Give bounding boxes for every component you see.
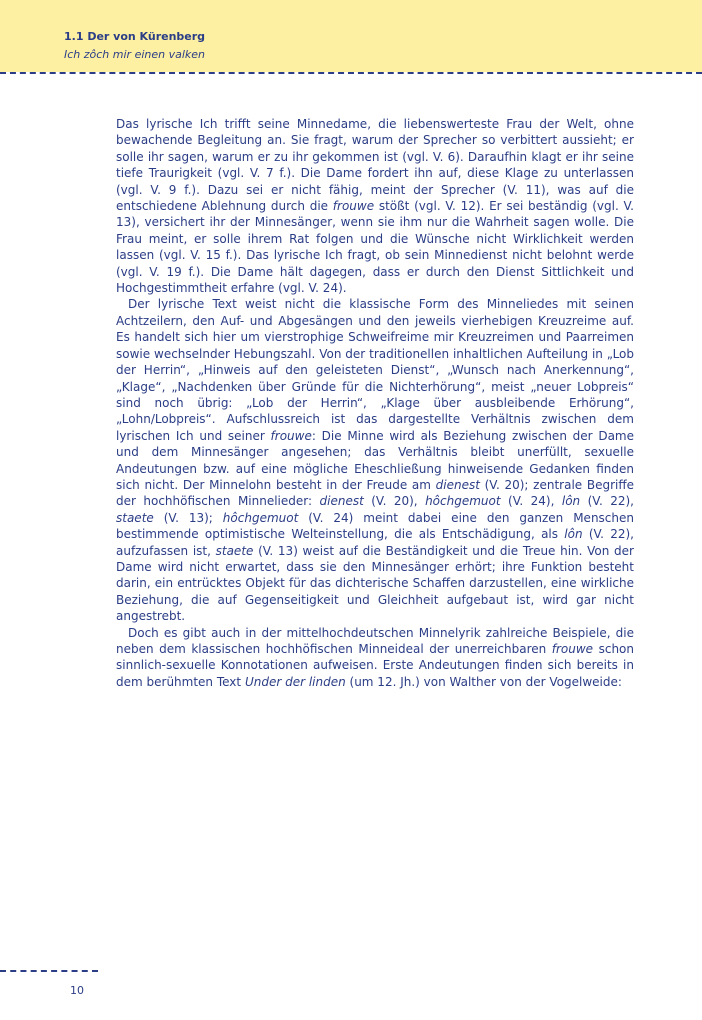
italic-term: frouwe [551, 642, 594, 656]
italic-term: staete [116, 510, 154, 525]
body-paragraph [116, 116, 634, 296]
text-run: Doch es gibt auch in der mittelhochdeutschen Minnelyrik zahlreiche Beispiele, die neben dem klassischen hochhöfischen Minneideal der unerreichbaren [116, 625, 634, 656]
footer-divider [0, 970, 98, 972]
text-run: (V. 24), [500, 494, 562, 509]
text-run: (V. 13); [153, 510, 223, 525]
text-run: (V. 20); zentrale Begriffe der hochhöfischen Minnelieder: [116, 477, 634, 509]
text-run: stößt (vgl. V. 12). Er sei beständig (vgl. V. 13), versichert ihr der Minnesänger, wenn sie ihm nur die Wahrheit sagen wolle. Die Frau meint, er solle ihrem Rat folgen und die Wünsche nicht Wirklichkeit werden lassen (vgl. V. 15 f.). Das lyrische Ich fragt, ob sein Minnedienst nicht belohnt werde (vgl. V. 19 f.). Die Dame hält dagegen, dass er durch den Dienst Sittlichkeit und Hochgestimmtheit erfahre (vgl. V. 24). [116, 199, 634, 296]
header-divider [0, 72, 702, 74]
italic-term: lôn [564, 527, 583, 542]
text-run: Das lyrische Ich trifft seine Minnedame, die liebenswerteste Frau der Welt, ohne bewachende Begleitung an. Sie fragt, warum der Sprecher so verbittert aussieht; er solle ihr sagen, warum er zu ihr gekommen ist (vgl. V. 6). Daraufhin klagt er ihr seine tiefe Traurigkeit (vgl. V. 7 f.). Die Dame fordert ihn auf, diese Klage zu unterlassen (vgl. V. 9 f.). Dazu sei er nicht fähig, meint der Sprecher (V. 11), was auf die entschiedene Ablehnung durch die [116, 117, 634, 214]
body-paragraph [116, 625, 634, 691]
chapter-header [0, 0, 702, 72]
italic-term: frouwe [270, 428, 312, 443]
italic-term: lôn [561, 494, 581, 509]
italic-term: Under der linden [244, 674, 346, 689]
text-run: : Die Minne wird als Beziehung zwischen der Dame und dem Minnesänger angesehen; das Verhältnis bleibt unerfüllt, sexuelle Andeutungen bzw. auf eine mögliche Eheschließung hinweisende Gedanken finden sich nicht. Der Minnelohn besteht in der Freude am [116, 428, 634, 492]
text-run: (V. 13) weist auf die Beständigkeit und die Treue hin. Von der Dame wird nicht erwartet, dass sie den Minnesänger erhört; ihre Funktion besteht darin, ein entrücktes Objekt für das dichterische Schaffen darzustellen, eine wirkliche Beziehung, die auf Gegenseitigkeit und Gleichheit aufgebaut ist, wird gar nicht angestrebt. [116, 543, 634, 624]
text-run: Der lyrische Text weist nicht die klassische Form des Minneliedes mit seinen Achtzeilern, den Auf- und Abgesängen und den jeweils vierhebigen Kreuzreime auf. Es handelt sich hier um vierstrophige Schweifreime mir Kreuzreimen und Paarreimen sowie wechselnder Hebungszahl. Von der traditionellen inhaltlichen Aufteilung in „Lob der Herrin“, „Hinweis auf den geleisteten Dienst“, „Wunsch nach Anerkennung“, „Klage“, „Nachdenken über Gründe für die Nichterhörung“, meist „neuer Lobpreis“ sind noch übrig: „Lob der Herrin“, „Klage über ausbleibende Erhörung“, „Lohn/Lobpreis“. Aufschlussreich ist das dargestellte Verhältnis zwischen dem lyrischen Ich und seiner [116, 297, 634, 443]
italic-term: staete [215, 543, 254, 558]
text-run: (V. 22), aufzufassen ist, [116, 527, 634, 558]
chapter-title: 1.1 Der von Kürenberg [64, 30, 206, 43]
chapter-subtitle: Ich zôch mir einen valken [64, 48, 206, 61]
text-run: (V. 22), [580, 494, 634, 509]
italic-term: frouwe [332, 199, 375, 214]
text-run: (V. 24) meint dabei eine den ganzen Menschen bestimmende optimistische Welteinstellung, die als Entschädigung, als [116, 510, 634, 542]
page-number: 10 [70, 984, 84, 997]
text-run: (V. 20), [363, 494, 426, 509]
italic-term: hôchgemuot [222, 510, 299, 525]
italic-term: dienest [319, 494, 364, 509]
body-text [116, 116, 634, 690]
italic-term: dienest [435, 477, 480, 492]
text-run: (um 12. Jh.) von Walther von der Vogelweide: [345, 674, 622, 689]
text-run: schon sinnlich-sexuelle Konnotationen aufweisen. Erste Andeutungen finden sich bereits in dem berühmten Text [116, 642, 634, 689]
italic-term: hôchgemuot [425, 494, 501, 509]
body-paragraph [116, 296, 634, 624]
